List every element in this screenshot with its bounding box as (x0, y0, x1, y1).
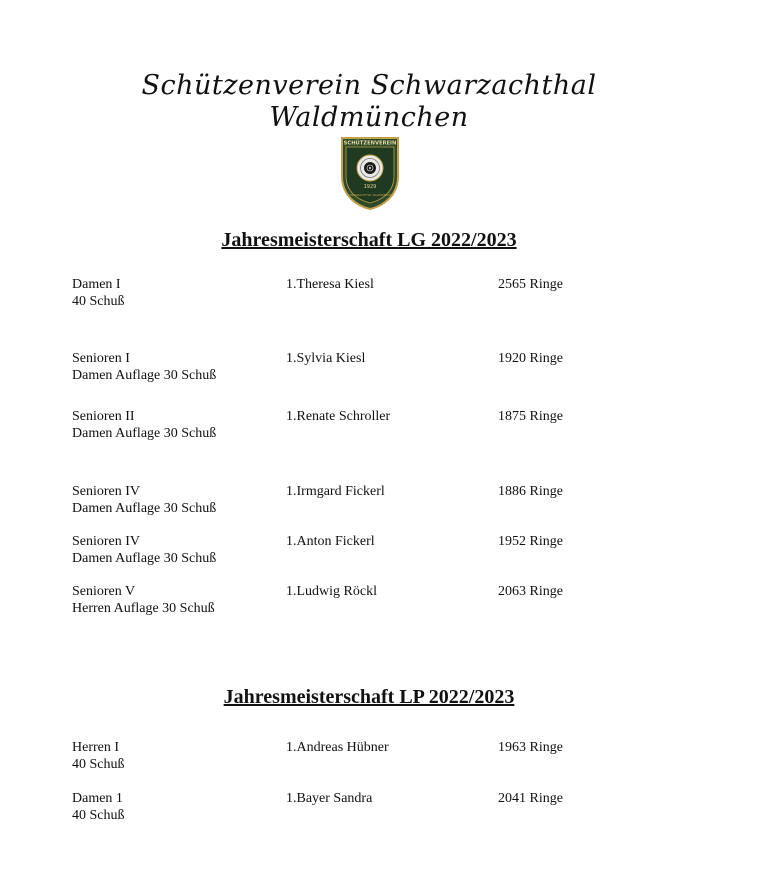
winner-name: 1.Sylvia Kiesl (286, 351, 366, 366)
section-title-lg: Jahresmeisterschaft LG 2022/2023 (221, 229, 517, 251)
category: Senioren IV (72, 534, 141, 549)
crest-side-text: SCHWARZACHTHAL WALDMÜNCHEN (346, 194, 394, 197)
category-detail: Damen Auflage 30 Schuß (72, 368, 217, 383)
category: Herren I (72, 740, 120, 755)
category: Senioren IV (72, 484, 141, 499)
category-detail: 40 Schuß (72, 808, 125, 823)
club-name-line2: Waldmünchen (269, 102, 469, 133)
winner-name: 1.Ludwig Röckl (286, 584, 377, 599)
score: 1952 Ringe (498, 534, 563, 549)
winner-name: 1.Bayer Sandra (286, 791, 373, 806)
crest-top-text: SCHÜTZENVEREIN (343, 140, 397, 147)
category-detail: 40 Schuß (72, 294, 125, 309)
score: 1886 Ringe (498, 484, 563, 499)
score: 1875 Ringe (498, 409, 563, 424)
winner-name: 1.Renate Schroller (286, 409, 391, 424)
section-title-lp: Jahresmeisterschaft LP 2022/2023 (223, 686, 515, 708)
crest-year: 1929 (363, 184, 377, 190)
winner-name: 1.Theresa Kiesl (286, 277, 374, 292)
winner-name: 1.Irmgard Fickerl (286, 484, 385, 499)
club-crest-logo (339, 136, 401, 210)
score: 2565 Ringe (498, 277, 563, 292)
category-detail: Damen Auflage 30 Schuß (72, 551, 217, 566)
category-detail: 40 Schuß (72, 757, 125, 772)
winner-name: 1.Anton Fickerl (286, 534, 375, 549)
category: Senioren I (72, 351, 130, 366)
category-detail: Damen Auflage 30 Schuß (72, 426, 217, 441)
club-name-line1: Schützenverein Schwarzachthal (141, 70, 597, 101)
category: Senioren V (72, 584, 136, 599)
score: 2041 Ringe (498, 791, 563, 806)
score: 2063 Ringe (498, 584, 563, 599)
score: 1963 Ringe (498, 740, 563, 755)
category-detail: Herren Auflage 30 Schuß (72, 601, 215, 616)
category-detail: Damen Auflage 30 Schuß (72, 501, 217, 516)
category: Senioren II (72, 409, 135, 424)
score: 1920 Ringe (498, 351, 563, 366)
category: Damen I (72, 277, 121, 292)
winner-name: 1.Andreas Hübner (286, 740, 389, 755)
category: Damen 1 (72, 791, 123, 806)
